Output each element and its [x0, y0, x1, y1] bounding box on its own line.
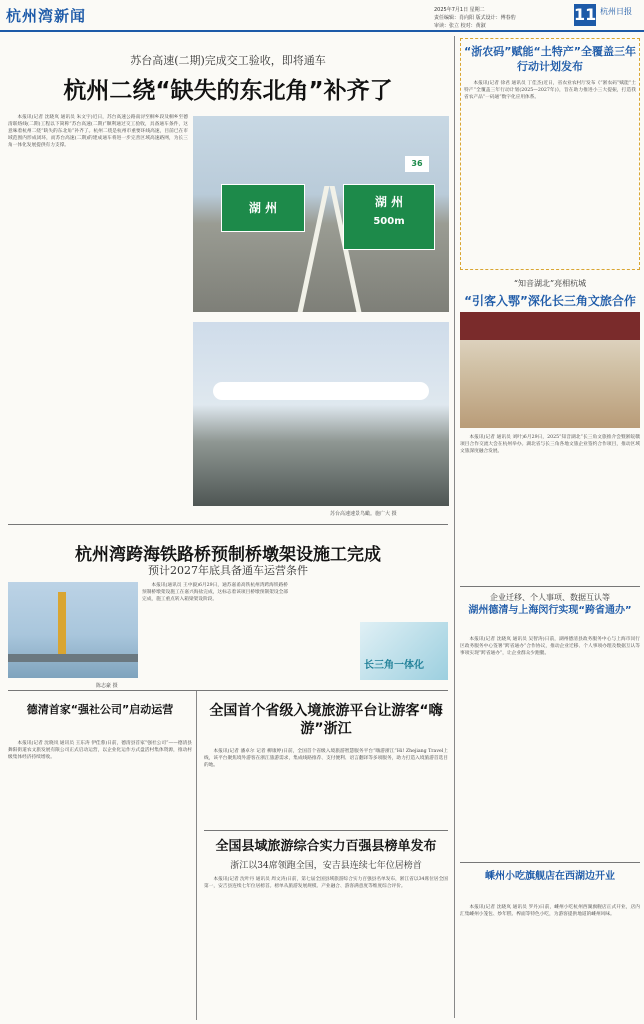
bridge-caption: 陈志豪 摄 [96, 683, 118, 689]
expressway-kicker: 苏台高速(二期)完成交工验收，即将通车 [130, 54, 326, 67]
famous-brands-headline: “引客入鄂”深化长三角文旅合作 [464, 294, 636, 308]
bridge-photo [8, 582, 138, 678]
sign-destination: 湖 州 [374, 195, 404, 209]
check-line: 审读：张立 校对：黄淑 [434, 23, 486, 29]
sign-distance: 500m [373, 216, 405, 227]
snacks-body-text: 本报讯(记者 沈晓岚 通讯员 罗丹)日前，嵊州小吃杭州西湖旗舰店正式开业，店内汇集嵊州小笼包、炒年糕、榨面等特色小吃，为游客提供地道的嵊州风味。 [460, 905, 640, 918]
bridge-body-text: 本报讯(通讯员 王中毅)6月29日，通苏嘉甬高铁杭州湾跨海铁路桥预制桥墩架设施工在嘉兴海盐完成，这标志着该项目桥墩预制架设全部完成，施工重点转入箱梁架设阶段。 [142, 583, 288, 603]
column-divider [454, 36, 455, 1018]
huzhou-body-text: 本报讯(记者 沈晓岚 通讯员 吴智涛)日前，湖州德清县政务服务中心与上海市闵行区政务服务中心签署“跨省通办”合作协议，推动企业迁移、个人事项办理及数据互认等事项实现“跨省通办”，让企业群众少跑腿。 [460, 637, 640, 657]
date-line: 2025年7月1日 星期二 [434, 7, 485, 13]
toll-canopy [213, 382, 429, 400]
famous-brands-kicker: “知音湖北”亮相杭城 [513, 279, 587, 288]
tollgate-photo [193, 322, 449, 506]
deqing-body-text: 本报讯(记者 沈晓岚 通讯员 王东涛 伊佳蓉)日前，德清县首家“强社公司”——德清县舞阳街道农文旅发展有限公司正式启动运营，以企业化运作方式盘活村集体资源，推动村级集体经济持续增收。 [8, 741, 192, 761]
tourism-list-body-text: 本报讯(记者 沈叶丹 通讯员 周文涛)日前，第七届全国县域旅游综合实力百强县名单发布，浙江省以34席位居全国第一，安吉县连续七年位居榜首。榜单从旅游发展规模、产业融合、游客满意度等维度综合评价。 [204, 877, 448, 890]
section-divider [460, 862, 640, 863]
yangtze-banner-text: 长三角一体化 [364, 660, 424, 671]
deqing-body [8, 740, 192, 1016]
editor-line: 责任编辑：肖向阳 版式设计：傅春豹 [434, 15, 516, 21]
huzhou-kicker: 企业迁移、个人事项、数据互认等 [490, 593, 610, 602]
digital-farm-body [464, 80, 636, 266]
famous-brands-body-text: 本报讯(记者 通讯员 刘叶)6月29日，2025“知音湖北”长三角文旅推介会暨浙皖赣项目合作交流大会在杭州举办。湖北省与长三角各地文旅企业签约合作项目，推动区域文旅深度融合发展。 [460, 435, 640, 455]
crane [58, 592, 66, 662]
expressway-photo [193, 116, 449, 312]
section-divider [8, 690, 448, 691]
section-divider [8, 524, 448, 525]
section-divider [204, 830, 448, 831]
expressway-body-text: 本报讯(记者 沈晓岚 通讯员 朱文宇)近日，苏台高速公路南浔至桐乡段及桐乡至德清联络线(二期)工程以下简称“苏台高速(二期)”顺利通过交工验收，具备通车条件，这意味着杭州二绕“缺失的东北角”补齐了。杭州二绕是杭州市重要环线高速，目前已在市域范围内形成闭环，而苏台高速(二期)的建成通车将进一步完善区域高速路网，为长三角一体化发展提供有力支撑。 [8, 115, 188, 149]
tourism-list-body [204, 876, 448, 1016]
digital-farm-body-text: 本报讯(记者 徐君 通讯员 丁佳杰)近日，省农业农村厅发布《“浙农码”赋能“土特产”全覆盖三年行动计划(2025—2027年)》，旨在助力推进小三大提振，打造我省农产品“一码通”数字化应用体系。 [464, 81, 636, 101]
culture-tourism-photo [460, 312, 640, 428]
digital-farm-headline: “浙农码”赋能“土特产”全覆盖三年行动计划发布 [464, 45, 636, 73]
bridge-body [142, 582, 288, 682]
huzhou-body [460, 636, 640, 856]
deqing-headline: 德清首家“强社公司”启动运营 [26, 703, 174, 716]
page-number: 11 [574, 5, 597, 24]
tourism-list-subheadline: 浙江以34席领跑全国，安吉县连续七年位居榜首 [230, 861, 422, 871]
expressway-caption: 苏台高速速景鸟瞰。施广大 摄 [330, 511, 397, 517]
header-info [434, 6, 516, 30]
page-header [0, 0, 644, 32]
border-travel-body [204, 748, 448, 822]
banner-backdrop [460, 312, 640, 340]
highway-sign-right [343, 184, 435, 250]
bridge-subheadline: 预计2027年底具备通车运营条件 [148, 564, 308, 577]
route-number-sign: 36 [405, 156, 429, 172]
newspaper-logo: 杭州日报 [600, 7, 632, 16]
bridge-deck [8, 654, 138, 662]
huzhou-headline: 湖州德清与上海闵行实现“跨省通办” [468, 605, 632, 616]
section-masthead: 杭州湾新闻 [6, 7, 87, 25]
expressway-headline: 杭州二绕“缺失的东北角”补齐了 [63, 78, 393, 104]
bridge-headline: 杭州湾跨海铁路桥预制桥墩架设施工完成 [75, 545, 381, 565]
tourism-list-headline: 全国县域旅游综合实力百强县榜单发布 [215, 839, 437, 854]
snacks-headline: 嵊州小吃旗舰店在西湖边开业 [485, 871, 615, 882]
expressway-body [8, 114, 188, 522]
border-travel-body-text: 本报讯(记者 潘卓尔 记者 柳康婷)日前，全国首个省级入境旅游智慧服务平台“嗨游浙江”Hi! Zhejiang Travel上线，该平台聚焦境外游客在浙江旅游需求，集成线路推荐、支付便利、语言翻译等多项服务，助力打造入境旅游首选目的地。 [204, 749, 448, 769]
highway-sign-left: 湖 州 [221, 184, 305, 232]
yangtze-banner [360, 622, 448, 680]
section-divider [460, 586, 640, 587]
column-divider-lower [196, 690, 197, 1020]
border-travel-headline: 全国首个省级入境旅游平台让游客“嗨游”浙江 [209, 703, 443, 737]
snacks-body [460, 904, 640, 1016]
famous-brands-body [460, 434, 640, 580]
